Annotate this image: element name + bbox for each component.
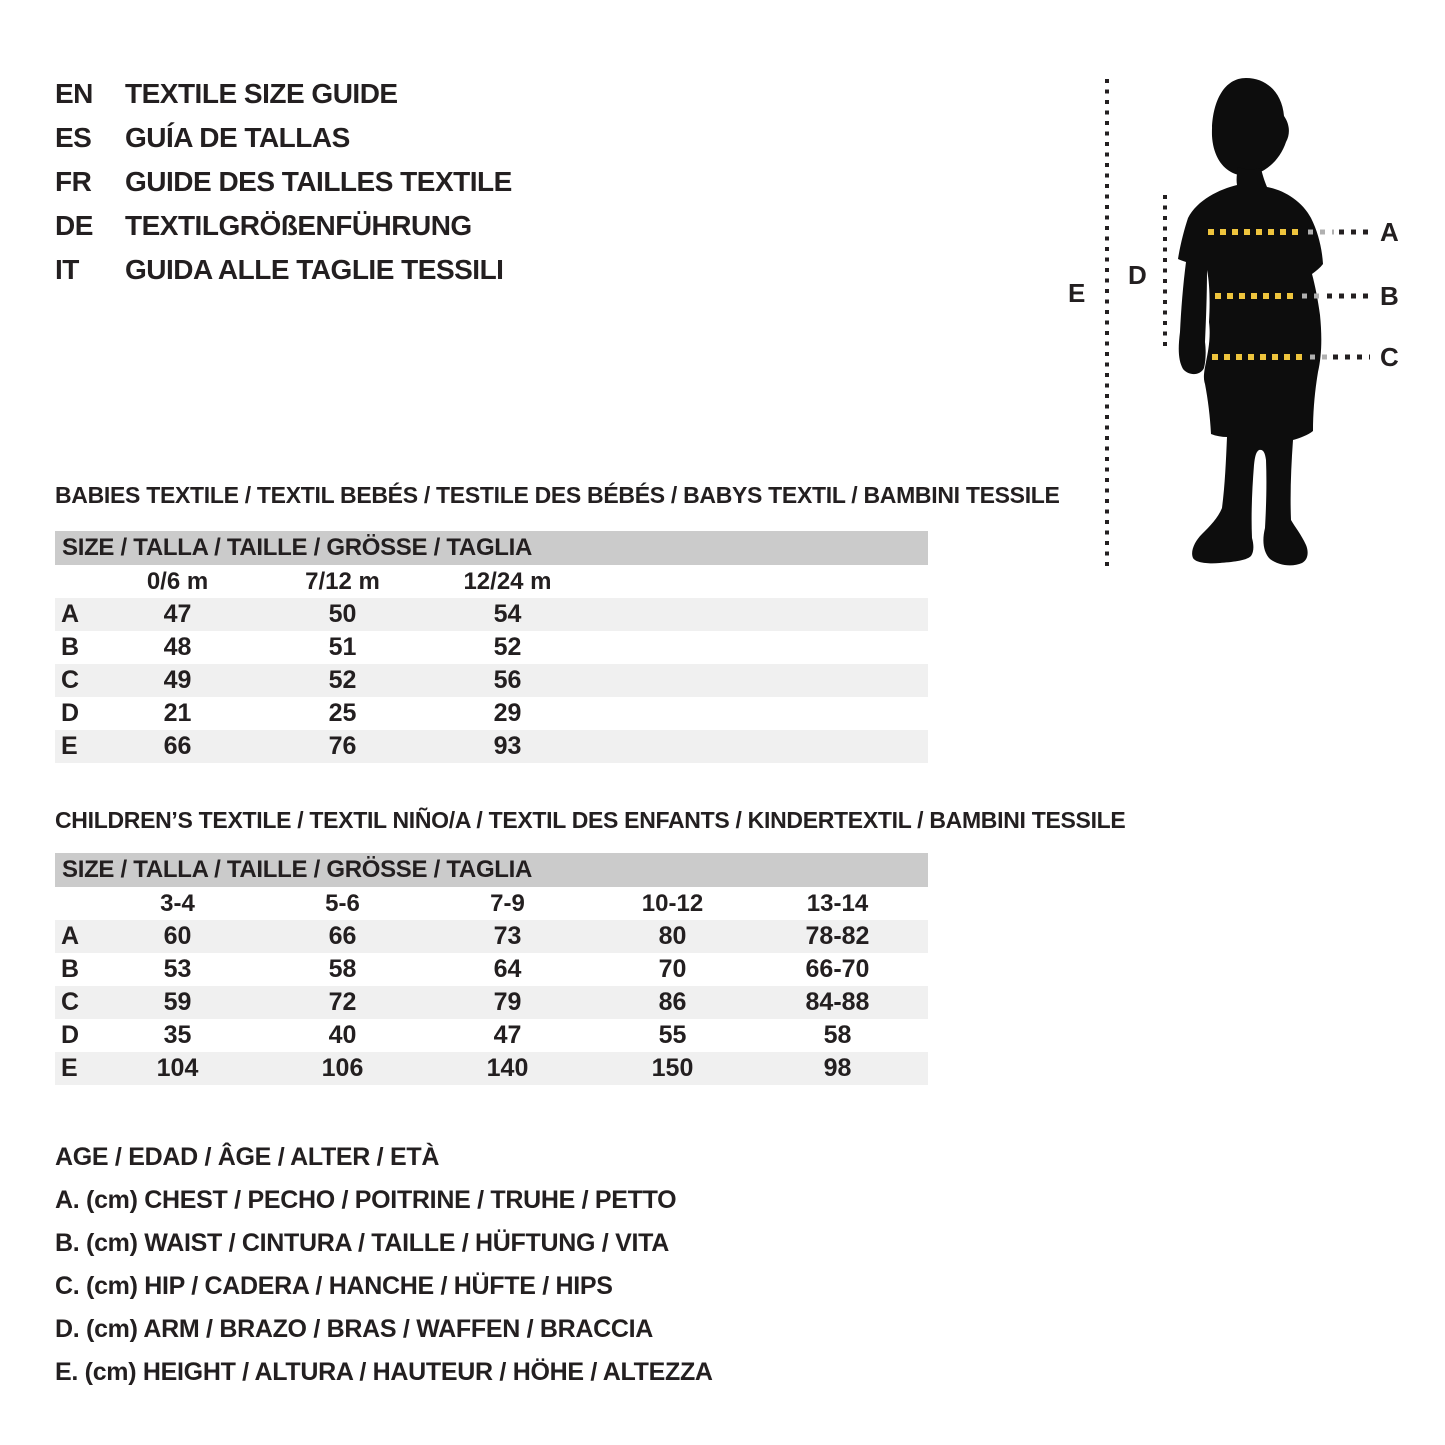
table-cell: 56 [493,666,522,694]
table-row-a [55,598,928,631]
table-row-e [55,730,928,763]
table-row-b [55,953,928,986]
table-cell: 72 [328,988,357,1016]
table-cell: 78-82 [805,922,870,950]
child-silhouette-body [1178,167,1323,565]
language-title: GUÍA DE TALLAS [125,122,350,153]
table-cell: 98 [823,1054,852,1082]
legend-line-waist: B. (cm) WAIST / CINTURA / TAILLE / HÜFTUNG / VITA [55,1229,669,1257]
legend-line-hip: C. (cm) HIP / CADERA / HANCHE / HÜFTE / HIPS [55,1272,613,1300]
row-label: D [61,1021,80,1049]
babies-size-header-bar: SIZE / TALLA / TAILLE / GRÖSSE / TAGLIA [55,531,928,565]
table-cell: 25 [328,699,357,727]
children-column-header-row [55,887,928,920]
language-header [55,72,512,292]
table-cell: 58 [328,955,357,983]
measure-label-b: B [1380,281,1399,311]
table-cell: 21 [163,699,192,727]
row-label: A [61,922,80,950]
row-label: C [61,666,80,694]
legend-line-age: AGE / EDAD / ÂGE / ALTER / ETÀ [55,1143,440,1171]
babies-section-title: BABIES TEXTILE / TEXTIL BEBÉS / TESTILE DES BÉBÉS / BABYS TEXTIL / BAMBINI TESSILE [55,482,1060,508]
measure-label-c: C [1380,342,1399,372]
table-cell: 40 [328,1021,357,1049]
measure-label-d: D [1128,260,1147,290]
column-header: 7-9 [490,889,525,917]
language-title: GUIDA ALLE TAGLIE TESSILI [125,254,504,285]
table-cell: 50 [328,600,357,628]
table-cell: 66 [163,732,192,760]
table-cell: 86 [658,988,687,1016]
table-cell: 150 [651,1054,694,1082]
language-title: TEXTILE SIZE GUIDE [125,78,398,109]
language-code: FR [55,166,92,197]
language-code: DE [55,210,93,241]
child-silhouette-diagram [1050,60,1445,580]
row-label: A [61,600,80,628]
column-header: 7/12 m [305,567,380,595]
table-cell: 29 [493,699,522,727]
column-header: 5-6 [325,889,360,917]
table-cell: 60 [163,922,192,950]
table-cell: 54 [493,600,522,628]
column-header: 10-12 [641,889,704,917]
table-row-d [55,1019,928,1052]
language-code: IT [55,254,79,285]
table-cell: 104 [156,1054,199,1082]
legend-line-chest: A. (cm) CHEST / PECHO / POITRINE / TRUHE / PETTO [55,1186,677,1214]
row-label: B [61,633,80,661]
language-row-es [55,116,512,160]
row-label: E [61,732,78,760]
column-header: 3-4 [160,889,195,917]
table-cell: 70 [658,955,687,983]
babies-column-header-row [55,565,928,598]
table-cell: 47 [493,1021,522,1049]
table-cell: 53 [163,955,192,983]
table-cell: 52 [328,666,357,694]
table-cell: 66-70 [805,955,870,983]
column-header: 0/6 m [146,567,209,595]
table-cell: 58 [823,1021,852,1049]
column-header: 13-14 [806,889,869,917]
table-cell: 76 [328,732,357,760]
child-silhouette-head [1212,78,1289,176]
table-row-c [55,986,928,1019]
table-cell: 106 [321,1054,364,1082]
legend-line-arm: D. (cm) ARM / BRAZO / BRAS / WAFFEN / BRACCIA [55,1315,654,1343]
language-row-it [55,248,512,292]
table-row-c [55,664,928,697]
table-cell: 59 [163,988,192,1016]
table-cell: 84-88 [805,988,870,1016]
table-cell: 52 [493,633,522,661]
table-cell: 55 [658,1021,687,1049]
table-cell: 140 [486,1054,529,1082]
children-section-title: CHILDREN’S TEXTILE / TEXTIL NIÑO/A / TEXTIL DES ENFANTS / KINDERTEXTIL / BAMBINI TESSILE [55,807,1126,833]
table-cell: 47 [163,600,192,628]
table-cell: 93 [493,732,522,760]
children-size-table [55,853,928,1085]
language-row-en [55,72,512,116]
row-label: C [61,988,80,1016]
language-row-fr [55,160,512,204]
row-label: D [61,699,80,727]
table-cell: 49 [163,666,192,694]
column-header: 12/24 m [463,567,552,595]
table-cell: 66 [328,922,357,950]
language-title: GUIDE DES TAILLES TEXTILE [125,166,512,197]
table-row-d [55,697,928,730]
children-size-header-bar: SIZE / TALLA / TAILLE / GRÖSSE / TAGLIA [55,853,928,887]
table-row-b [55,631,928,664]
measure-label-e: E [1068,278,1086,308]
table-row-a [55,920,928,953]
table-cell: 51 [328,633,357,661]
table-cell: 35 [163,1021,192,1049]
table-cell: 79 [493,988,522,1016]
babies-size-table [55,531,928,763]
language-row-de [55,204,512,248]
language-code: EN [55,78,93,109]
measure-label-a: A [1380,217,1399,247]
table-cell: 80 [658,922,687,950]
legend-line-height: E. (cm) HEIGHT / ALTURA / HAUTEUR / HÖHE / ALTEZZA [55,1358,713,1386]
measurement-legend [55,1136,713,1394]
language-title: TEXTILGRÖßENFÜHRUNG [125,210,472,241]
table-row-e [55,1052,928,1085]
row-label: B [61,955,80,983]
table-cell: 73 [493,922,522,950]
table-cell: 64 [493,955,522,983]
table-cell: 48 [163,633,192,661]
language-code: ES [55,122,92,153]
row-label: E [61,1054,78,1082]
